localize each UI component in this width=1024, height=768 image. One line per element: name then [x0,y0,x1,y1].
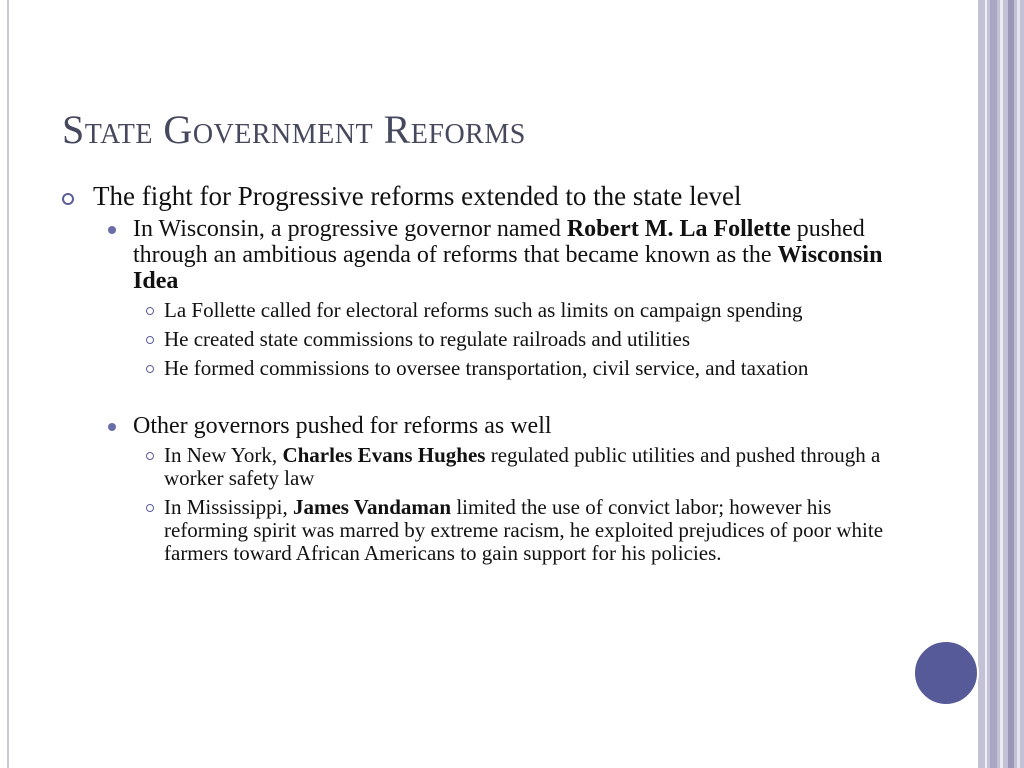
bullet-level3 [62,328,892,351]
bullet-level2 [62,216,892,294]
bullet-text: The fight for Progressive reforms extended to the state level [93,181,742,211]
bold-name: James Vandaman [292,495,452,519]
bullet-text-mid: pushed through an ambitious agenda of reforms that became known as the [133,216,865,268]
decorative-circle [913,640,979,706]
right-frame-stripe [990,0,997,768]
spacer [62,386,892,413]
bold-name: Robert M. La Follette [566,216,791,242]
slide-title: State Government Reforms [62,107,526,152]
bullet-text-pre: In Mississippi, [164,495,293,519]
bullet-text: He created state commissions to regulate railroads and utilities [164,327,691,351]
ring-bullet-icon [146,336,154,344]
bullet-level1 [62,181,892,212]
bullet-text: He formed commissions to oversee transportation, civil service, and taxation [164,356,809,380]
bullet-level3 [62,496,892,565]
bullet-text-pre: In Wisconsin, a progressive governor named [133,216,567,242]
bullet-text: La Follette called for electoral reforms such as limits on campaign spending [164,298,803,322]
bullet-text-post: regulated public utilities and pushed through a worker safety law [164,443,881,490]
right-frame-stripe [1017,0,1020,768]
bullet-text: Other governors pushed for reforms as well [133,413,552,439]
bold-term: Wisconsin Idea [133,242,883,294]
ring-bullet-icon [146,452,154,460]
bullet-level3 [62,444,892,490]
bullet-level3 [62,357,892,380]
bullet-level3 [62,299,892,322]
ring-bullet-icon [62,193,74,205]
ring-bullet-icon [146,307,154,315]
bullet-text-post: limited the use of convict labor; however his reforming spirit was marred by extreme racism, he exploited prejudices of poor white farmers toward African Americans to gain support for his policies. [164,495,884,565]
bullet-text-pre: In New York, [164,443,283,467]
right-frame-stripe [985,0,987,768]
left-frame-line [7,0,9,768]
slide-body [62,181,892,571]
dot-bullet-icon [108,226,116,234]
dot-bullet-icon [108,423,116,431]
bullet-level2 [62,413,892,439]
ring-bullet-icon [146,504,154,512]
right-frame-stripe [1000,0,1003,768]
ring-bullet-icon [146,365,154,373]
bold-name: Charles Evans Hughes [282,443,486,467]
right-frame-stripe [1008,0,1014,768]
